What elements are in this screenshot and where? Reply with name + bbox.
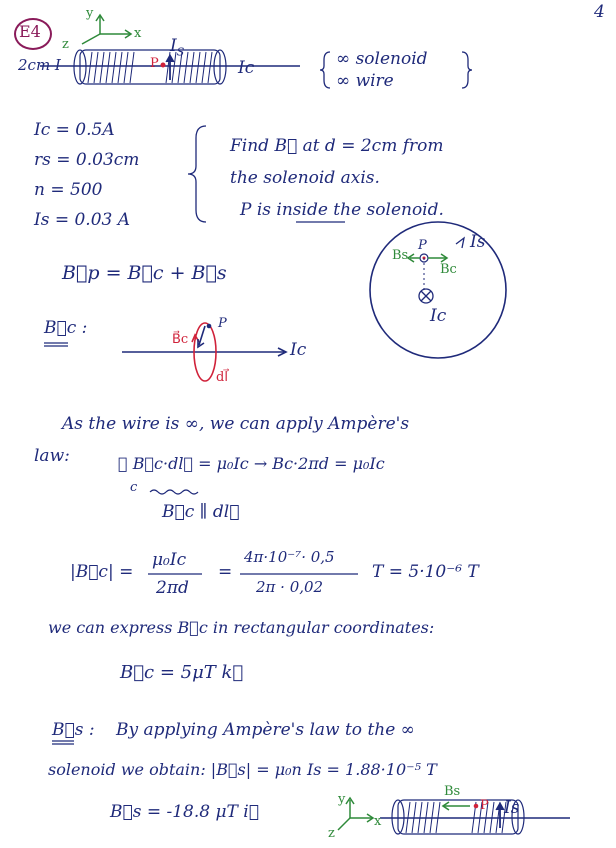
bs-bs-label: Bs bbox=[444, 784, 461, 799]
bc-bc-label: B⃗c bbox=[172, 332, 189, 347]
task-line-3: P is inside the solenoid. bbox=[240, 200, 444, 220]
bc-dl-label: dl⃗ bbox=[216, 370, 228, 385]
data-ic: Ic = 0.5A bbox=[34, 120, 115, 140]
parallel-note: B⃗c ∥ dl⃗ bbox=[162, 502, 240, 522]
bs-axis-x: x bbox=[374, 814, 382, 829]
note-solenoid: ∞ solenoid bbox=[336, 49, 428, 69]
data-rs: rs = 0.03cm bbox=[34, 150, 140, 170]
bc-p-label: P bbox=[218, 316, 227, 331]
cs-p-label: P bbox=[418, 238, 427, 253]
bs-eq: B⃗s = -18.8 μT i⃗ bbox=[110, 802, 259, 822]
cs-bs-label: Bs bbox=[392, 248, 409, 263]
bs-line-2: solenoid we obtain: |B⃗s| = μ₀n Is = 1.88·10⁻⁵ T bbox=[48, 760, 437, 779]
ampere-line-1: As the wire is ∞, we can apply Ampère's bbox=[62, 414, 410, 434]
ampere-c-label: c bbox=[130, 480, 138, 495]
bs-is-label: Is bbox=[504, 798, 520, 818]
axis-y-label: y bbox=[86, 6, 94, 21]
is-label: $I_S$ bbox=[170, 36, 185, 59]
task-line-2: the solenoid axis. bbox=[230, 168, 380, 188]
bottom-solenoid bbox=[380, 800, 570, 834]
cs-bc-label: Bc bbox=[440, 262, 457, 277]
cross-section bbox=[370, 222, 506, 358]
right-label: Ic bbox=[238, 58, 255, 78]
ampere-line-2: law: bbox=[34, 446, 70, 466]
cs-ic-label: Ic bbox=[430, 306, 447, 326]
bs-line-1: By applying Ampère's law to the ∞ bbox=[116, 720, 415, 740]
axis-x-label: x bbox=[134, 26, 142, 41]
rect-eq: B⃗c = 5μT k⃗ bbox=[120, 662, 244, 683]
exercise-label: E4 bbox=[19, 22, 41, 41]
bs-axis-y: y bbox=[338, 792, 346, 807]
data-is: Is = 0.03 A bbox=[34, 210, 131, 230]
bs-heading: B⃗s : bbox=[52, 720, 95, 740]
note-wire: ∞ wire bbox=[336, 71, 394, 91]
rect-line: we can express B⃗c in rectangular coordinates: bbox=[48, 618, 435, 637]
cs-is-label: Is bbox=[470, 232, 486, 252]
superposition-eq: B⃗p = B⃗c + B⃗s bbox=[62, 262, 227, 284]
ampere-equation: ∮ B⃗c·dl⃗ = μ₀Ic → Bc·2πd = μ₀Ic bbox=[118, 454, 385, 473]
frac1-den: 2πd bbox=[156, 578, 189, 598]
bs-axis-z: z bbox=[328, 826, 335, 841]
page-number: 4 bbox=[594, 2, 605, 22]
magnitude-eq-sign: = bbox=[218, 562, 233, 582]
bc-ic-label: Ic bbox=[290, 340, 307, 360]
magnitude-result: T = 5·10⁻⁶ T bbox=[372, 562, 479, 582]
magnitude-lhs: |B⃗c| = bbox=[70, 562, 134, 582]
axis-z-label: z bbox=[62, 37, 69, 52]
frac2-den: 2π · 0,02 bbox=[256, 578, 324, 596]
task-line-1: Find B⃗ at d = 2cm from bbox=[230, 136, 444, 156]
data-n: n = 500 bbox=[34, 180, 103, 200]
frac1-num: μ₀Ic bbox=[152, 550, 187, 570]
p-label-top: P bbox=[150, 56, 159, 71]
bc-diagram bbox=[122, 323, 286, 381]
bs-p-label: P bbox=[480, 798, 489, 813]
left-label: 2cm I bbox=[18, 56, 61, 74]
bc-heading: B⃗c : bbox=[44, 318, 88, 338]
frac2-num: 4π·10⁻⁷· 0,5 bbox=[244, 548, 335, 566]
